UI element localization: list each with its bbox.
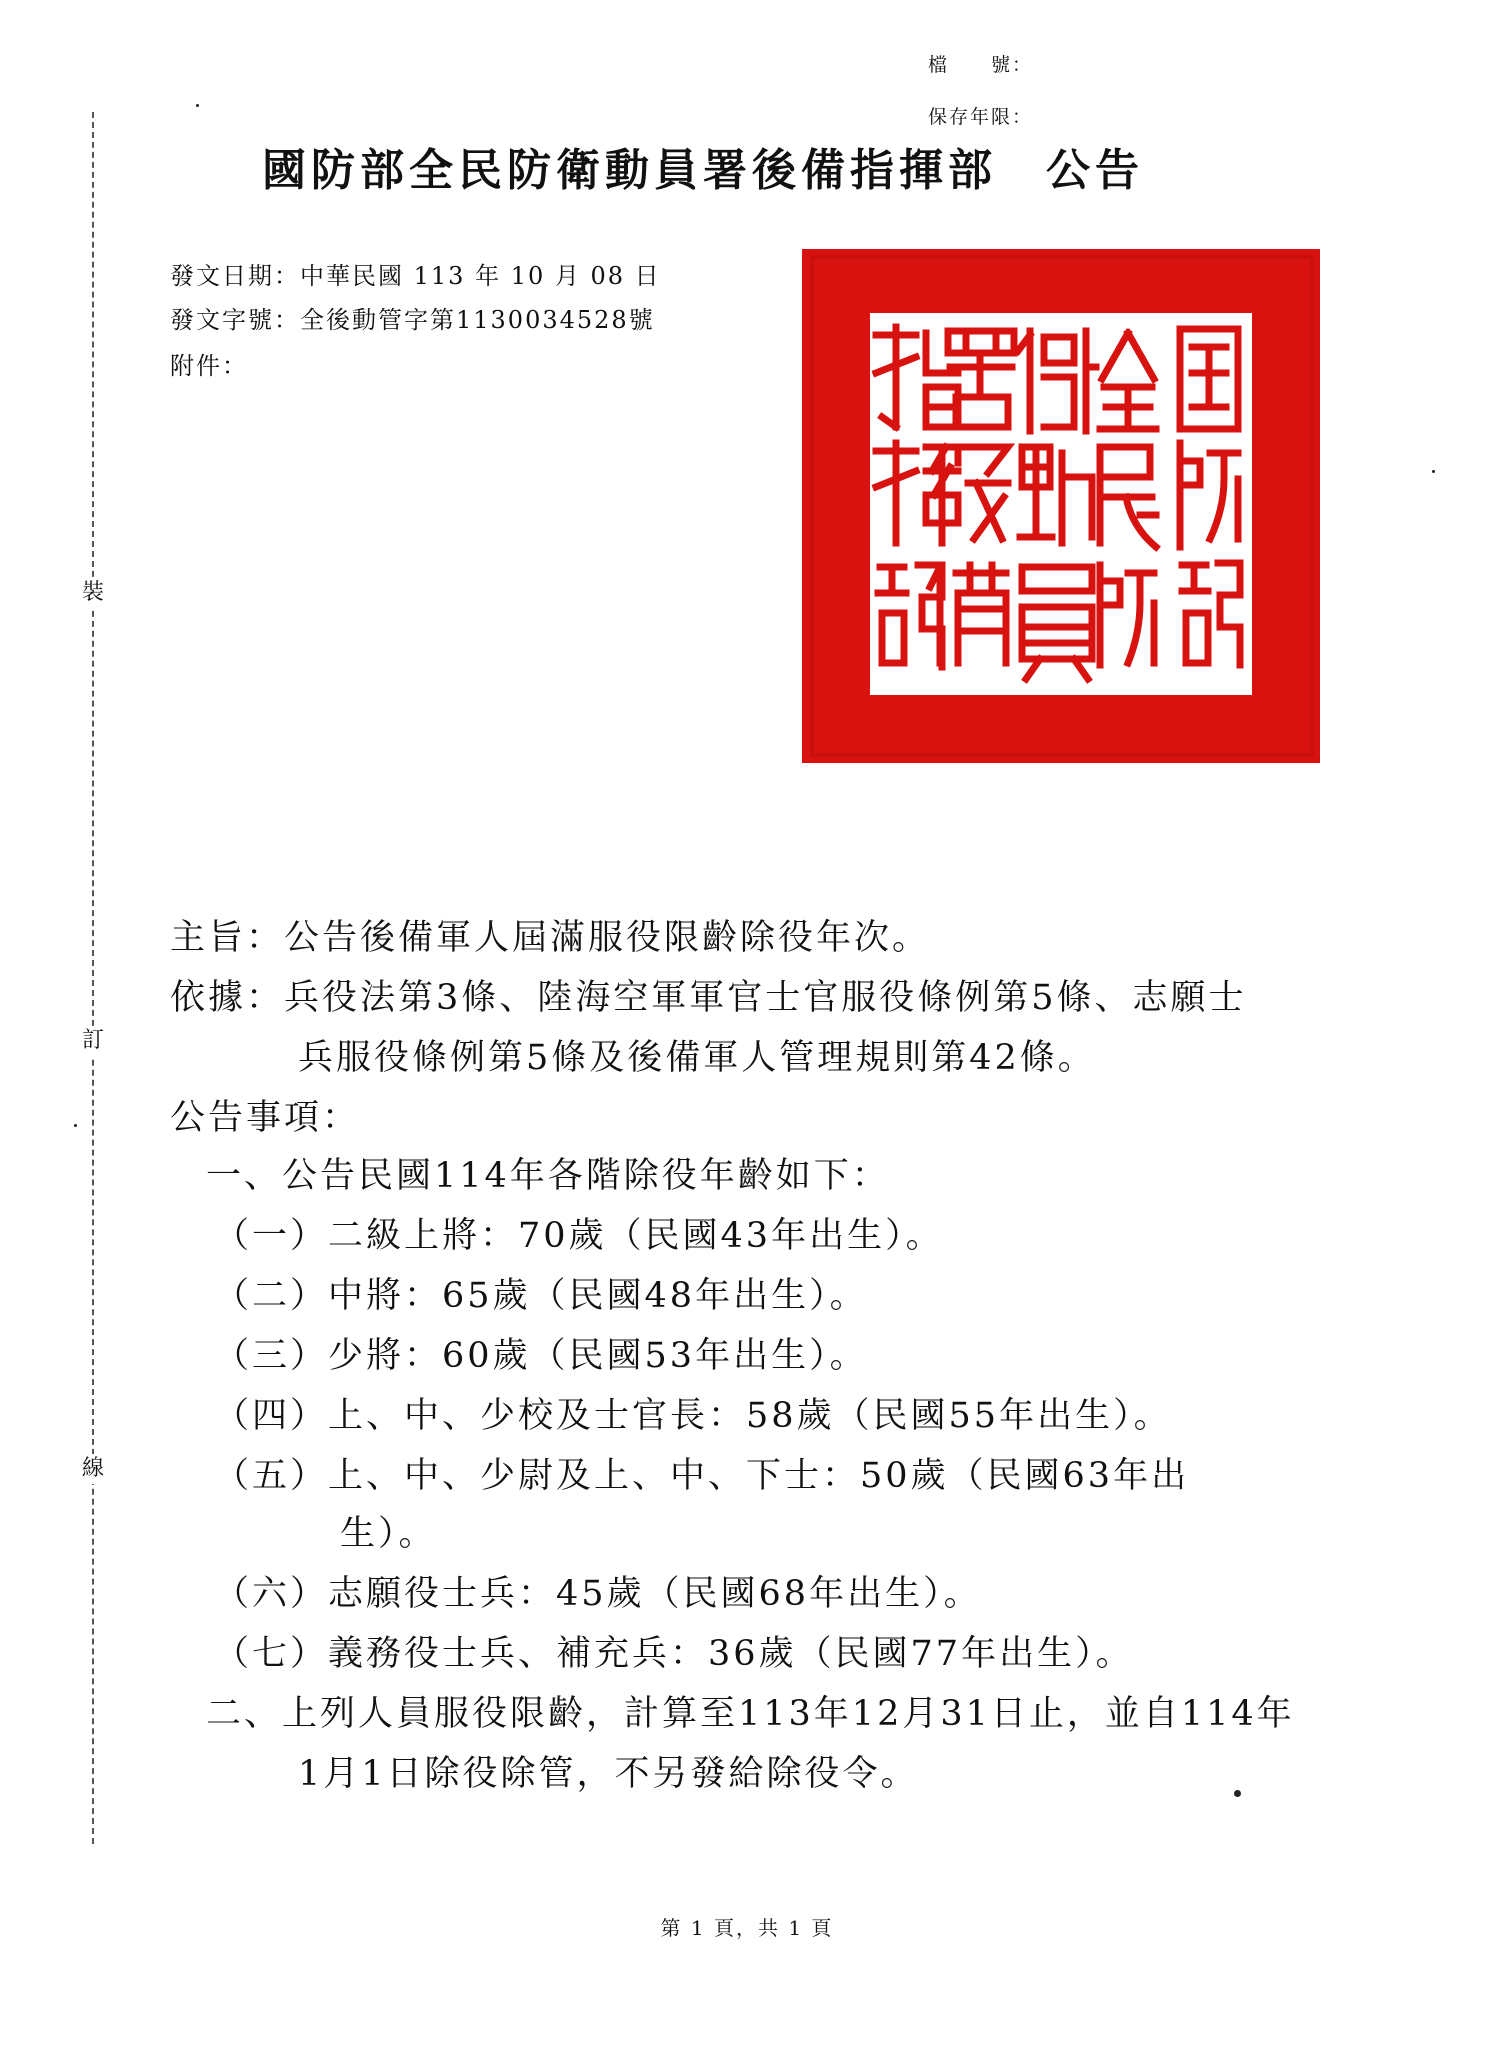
basis-line-1: 依據：兵役法第3條、陸海空軍軍官士官服役條例第5條、志願士 (170, 978, 1247, 1018)
sub-item-5-continued: 生）。 (340, 1514, 437, 1554)
binding-char-ding: 訂 (80, 1026, 106, 1056)
scan-speck (1234, 1790, 1241, 1797)
issue-reference-number: 發文字號：全後動管字第1130034528號 (170, 306, 655, 334)
page-number: 第 1 頁，共 1 頁 (660, 1916, 834, 1940)
sub-item-7: （七）義務役士兵、補充兵：36歲（民國77年出生）。 (214, 1634, 1134, 1674)
sub-item-3: （三）少將：60歲（民國53年出生）。 (214, 1336, 868, 1376)
official-seal (800, 247, 1322, 765)
notice-item-2-line-1: 二、上列人員服役限齡，計算至113年12月31日止，並自114年 (206, 1694, 1295, 1734)
attachment-label: 附件： (170, 352, 248, 380)
binding-dashed-line (92, 112, 94, 1844)
notice-item-1: 一、公告民國114年各階除役年齡如下： (206, 1156, 890, 1196)
retention-period-label: 保存年限： (928, 106, 1034, 128)
sub-item-1: （一）二級上將：70歲（民國43年出生）。 (214, 1216, 944, 1256)
file-number-label: 檔 號： (928, 54, 1034, 76)
binding-char-zhuang: 裝 (80, 578, 106, 608)
binding-char-xian: 線 (80, 1454, 106, 1484)
notice-items-label: 公告事項： (170, 1098, 361, 1138)
sub-item-5: （五）上、中、少尉及上、中、下士：50歲（民國63年出 (214, 1456, 1190, 1496)
scan-speck (74, 1124, 77, 1127)
scan-speck (1432, 470, 1435, 473)
subject-line: 主旨：公告後備軍人屆滿服役限齡除役年次。 (170, 918, 931, 958)
document-title: 國防部全民防衛動員署後備指揮部 公告 (262, 145, 1144, 196)
sub-item-2: （二）中將：65歲（民國48年出生）。 (214, 1276, 868, 1316)
scan-speck (196, 104, 199, 107)
notice-item-2-line-2: 1月1日除役除管，不另發給除役令。 (298, 1754, 919, 1794)
sub-item-4: （四）上、中、少校及士官長：58歲（民國55年出生）。 (214, 1396, 1172, 1436)
sub-item-6: （六）志願役士兵：45歲（民國68年出生）。 (214, 1574, 982, 1614)
basis-line-2: 兵服役條例第5條及後備軍人管理規則第42條。 (298, 1038, 1096, 1078)
issue-date: 發文日期：中華民國 113 年 10 月 08 日 (170, 262, 661, 290)
